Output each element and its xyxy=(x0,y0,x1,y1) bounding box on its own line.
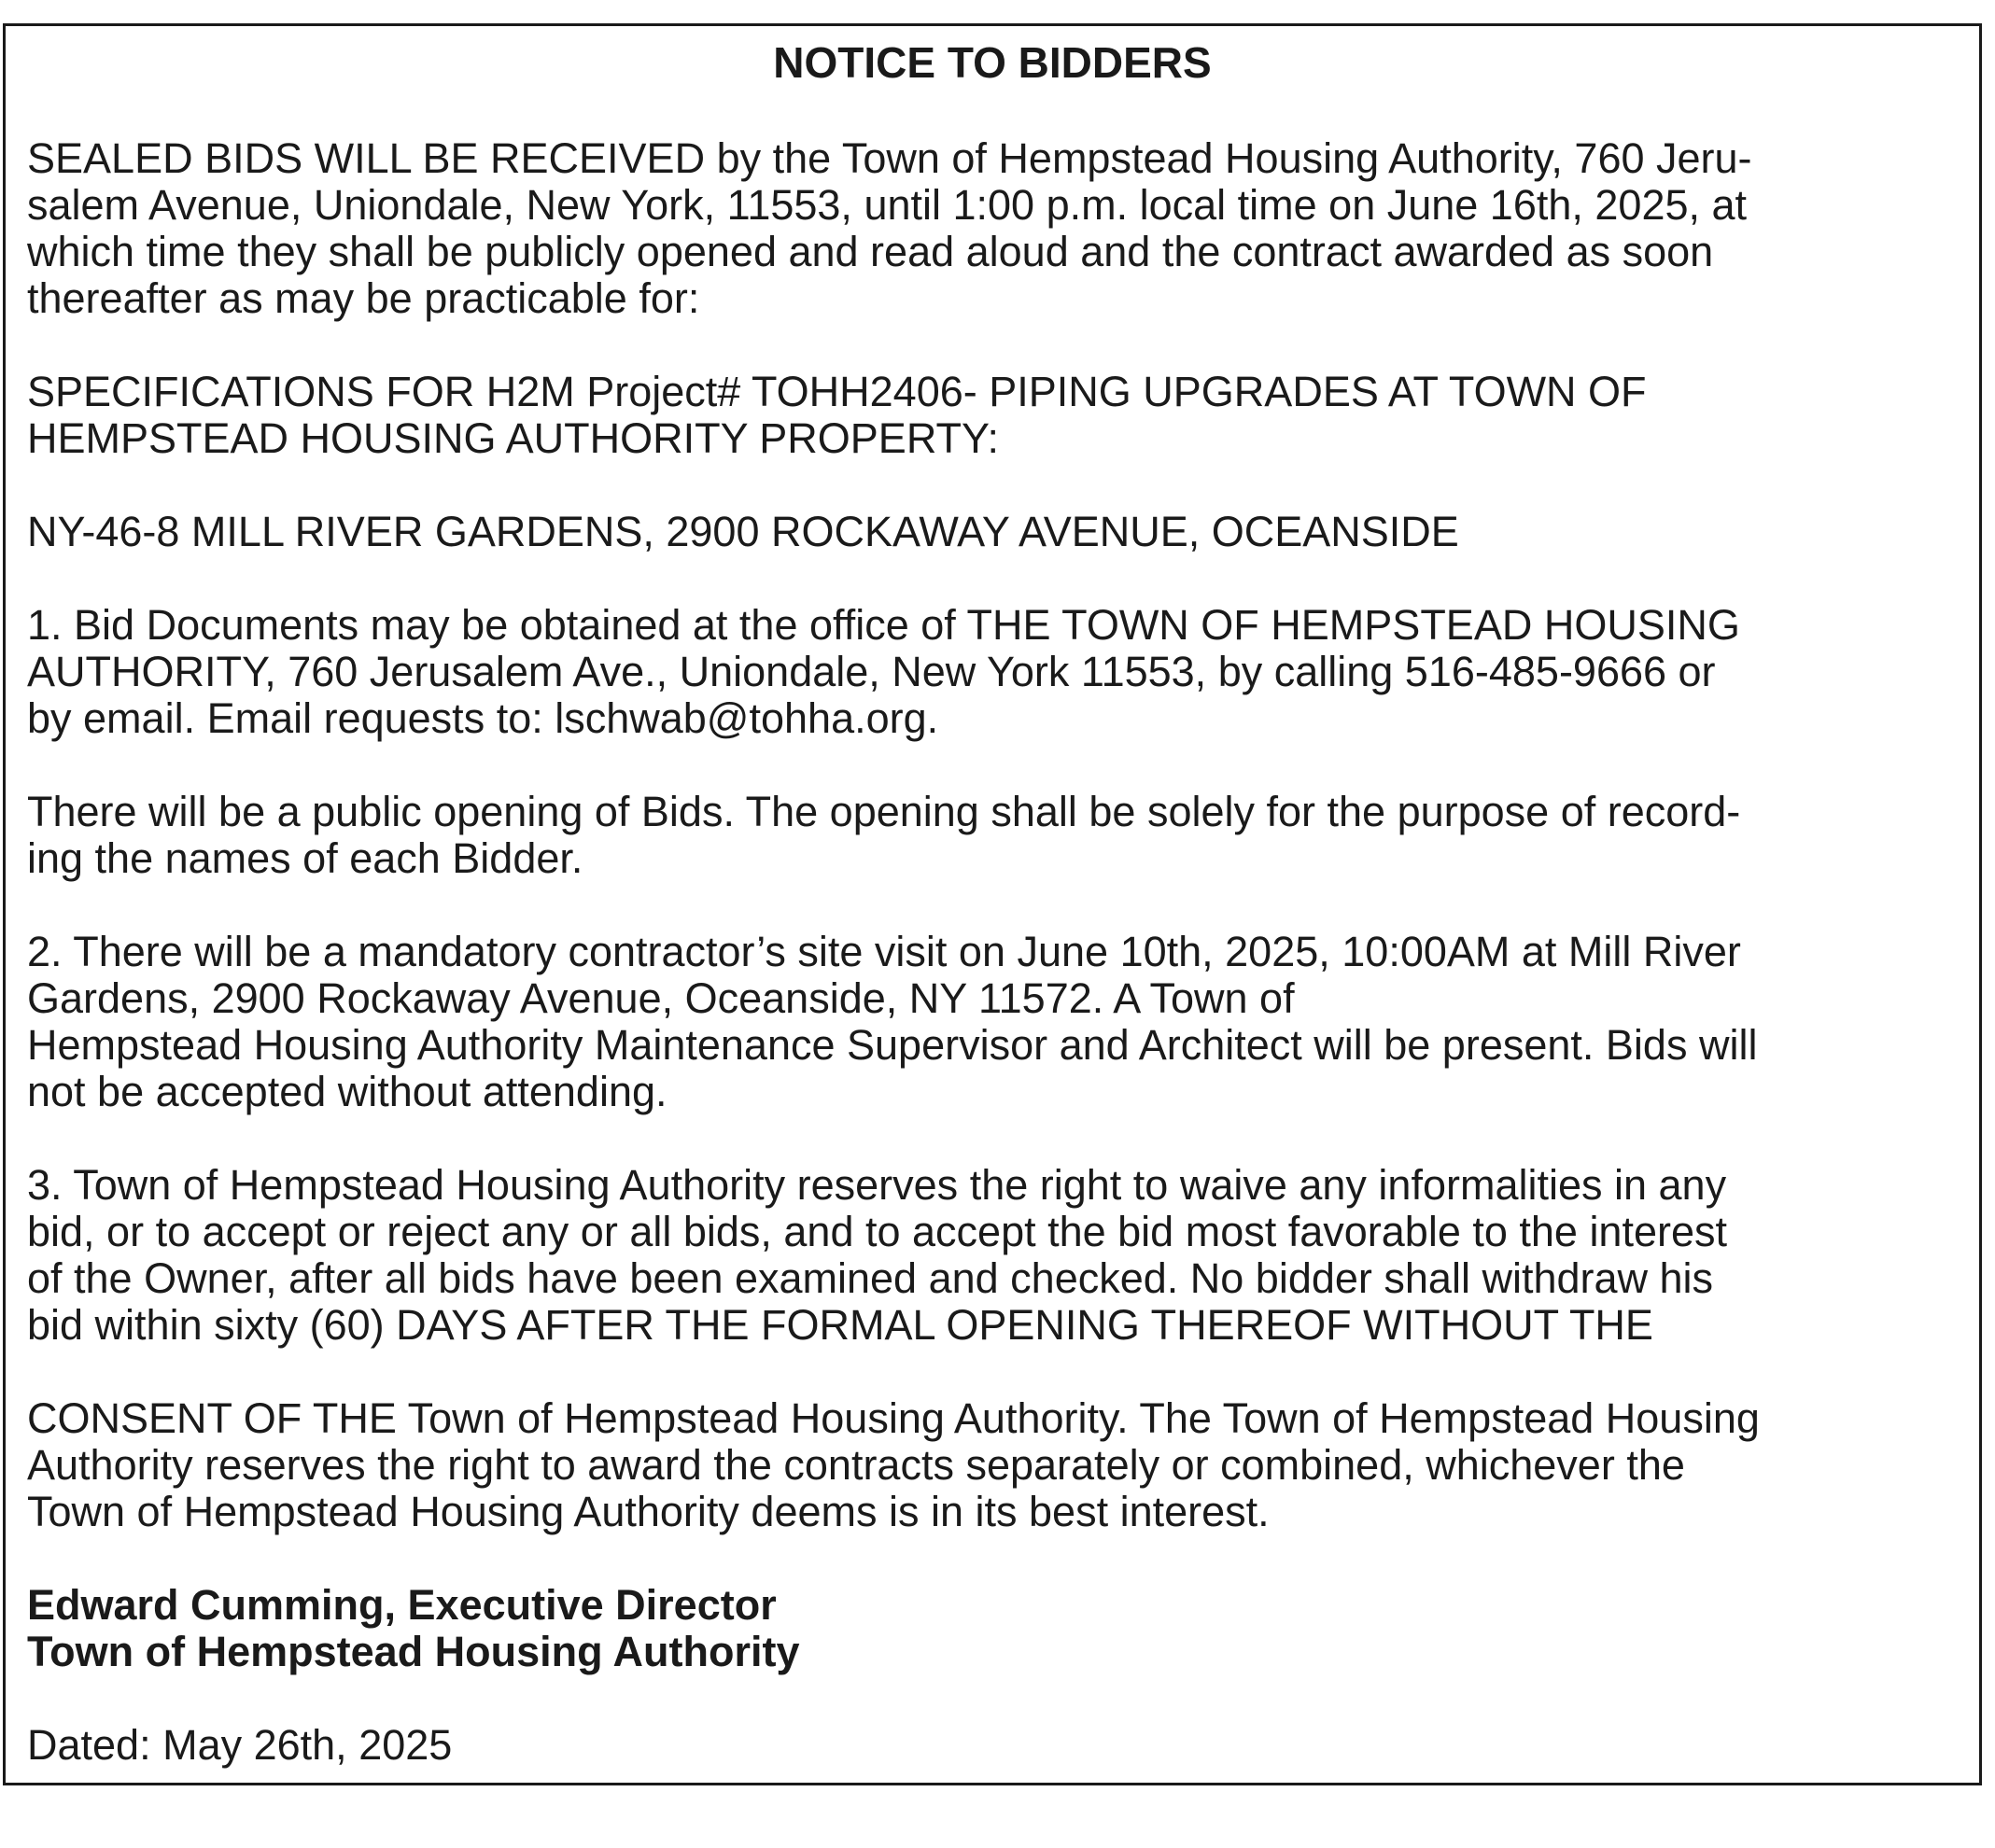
intro-line: thereafter as may be practicable for: xyxy=(27,274,700,322)
property-paragraph xyxy=(27,509,1983,555)
item-2-line: not be accepted without attending. xyxy=(27,1068,667,1115)
item-1-line: by email. Email requests to: lschwab@tohha.org. xyxy=(27,694,939,742)
consent-paragraph xyxy=(27,1395,1983,1535)
specifications-line: SPECIFICATIONS FOR H2M Project# TOHH2406- PIPING UPGRADES AT TOWN OF xyxy=(27,368,1647,415)
intro-line: which time they shall be publicly opened and read aloud and the contract awarded as soon xyxy=(27,228,1714,275)
item-3-line: 3. Town of Hempstead Housing Authority reserves the right to waive any informalities in any xyxy=(27,1161,1727,1209)
specifications-line: HEMPSTEAD HOUSING AUTHORITY PROPERTY: xyxy=(27,414,1000,462)
item-2-line: 2. There will be a mandatory contractor’s site visit on June 10th, 2025, 10:00AM at Mill River xyxy=(27,928,1741,975)
intro-line: SEALED BIDS WILL BE RECEIVED by the Town of Hempstead Housing Authority, 760 Jeru- xyxy=(27,134,1752,182)
public-opening-line: ing the names of each Bidder. xyxy=(27,834,583,882)
consent-line: CONSENT OF THE Town of Hempstead Housing Authority. The Town of Hempstead Housing xyxy=(27,1394,1760,1442)
signature-block xyxy=(27,1582,1983,1675)
intro-line: salem Avenue, Uniondale, New York, 11553, until 1:00 p.m. local time on June 16th, 2025, at xyxy=(27,181,1748,229)
item-2-paragraph xyxy=(27,929,1983,1115)
consent-line: Town of Hempstead Housing Authority deems is in its best interest. xyxy=(27,1488,1270,1535)
item-3-line: bid within sixty (60) DAYS AFTER THE FORMAL OPENING THEREOF WITHOUT THE xyxy=(27,1301,1653,1349)
item-2-line: Hempstead Housing Authority Maintenance Supervisor and Architect will be present. Bids will xyxy=(27,1021,1758,1069)
signature-name-title: Edward Cumming, Executive Director xyxy=(27,1581,777,1629)
item-1-line: 1. Bid Documents may be obtained at the office of THE TOWN OF HEMPSTEAD HOUSING xyxy=(27,601,1740,649)
public-opening-line: There will be a public opening of Bids. The opening shall be solely for the purpose of record- xyxy=(27,788,1741,835)
item-1-line: AUTHORITY, 760 Jerusalem Ave., Uniondale, New York 11553, by calling 516-485-9666 or xyxy=(27,648,1716,695)
item-2-line: Gardens, 2900 Rockaway Avenue, Oceanside, NY 11572. A Town of xyxy=(27,974,1295,1022)
item-3-paragraph xyxy=(27,1162,1983,1349)
signature-organization: Town of Hempstead Housing Authority xyxy=(27,1628,800,1675)
item-3-line: bid, or to accept or reject any or all bids, and to accept the bid most favorable to the interest xyxy=(27,1208,1728,1255)
item-1-paragraph xyxy=(27,602,1983,742)
notice-box xyxy=(3,23,1982,1785)
specifications-paragraph xyxy=(27,369,1983,462)
item-3-line: of the Owner, after all bids have been examined and checked. No bidder shall withdraw his xyxy=(27,1254,1714,1302)
property-line: NY-46-8 MILL RIVER GARDENS, 2900 ROCKAWAY AVENUE, OCEANSIDE xyxy=(27,508,1459,555)
dated-line: Dated: May 26th, 2025 xyxy=(27,1721,453,1769)
notice-title: NOTICE TO BIDDERS xyxy=(773,38,1212,87)
consent-line: Authority reserves the right to award the contracts separately or combined, whichever the xyxy=(27,1441,1685,1489)
intro-paragraph xyxy=(27,135,1983,322)
public-opening-paragraph xyxy=(27,789,1983,882)
